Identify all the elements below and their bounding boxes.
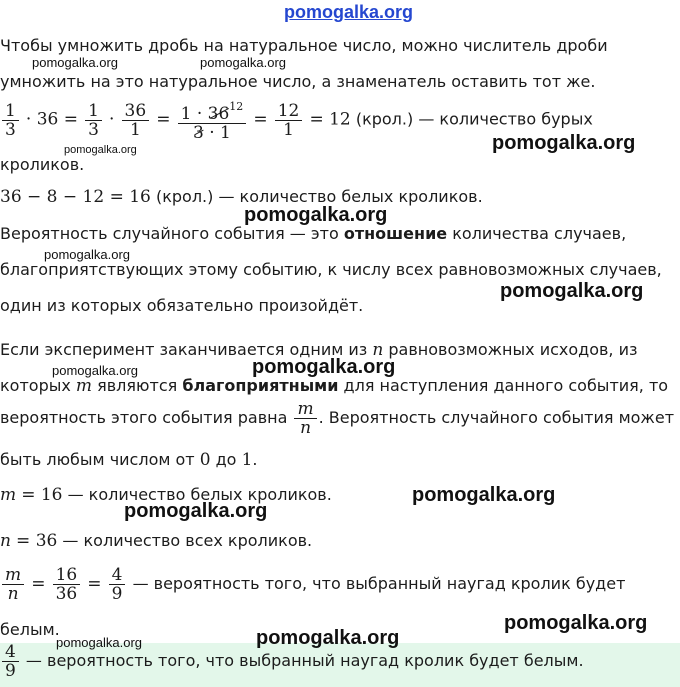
experiment-line-1: Если эксперимент заканчивается одним из n равновозможных исходов, из (0, 340, 638, 360)
answer-fraction: $\frac{4}{9}$ (2, 643, 19, 680)
white-calc-line: 36 − 8 − 12 = 16 (крол.) — количество белых кроликов. (0, 187, 483, 207)
watermark: pomogalka.org (52, 363, 138, 378)
watermark: pomogalka.org (256, 627, 400, 649)
experiment-line-4: быть любым числом от 0 до 1. (0, 450, 258, 470)
fraction-1-3-b: $\frac{1}{3}$ (85, 102, 102, 139)
fraction-4-9: $\frac{4}{9}$ (109, 566, 126, 603)
fraction-36-1: $\frac{36}{1}$ (122, 102, 150, 139)
watermark: pomogalka.org (124, 500, 268, 522)
fraction-m-n-2: $\frac{m}{n}$ (2, 566, 24, 603)
probability-line: $\frac{m}{n}$ = $\frac{16}{36}$ = $\frac{4}{9}$ — вероятность того, что выбранный наугад кролик будет (0, 566, 625, 603)
watermark: pomogalka.org (44, 247, 130, 262)
fraction-1-3: $\frac{1}{3}$ (2, 102, 19, 139)
watermark: pomogalka.org (412, 484, 556, 506)
definition-line-3: один из которых обязательно произойдёт. (0, 296, 364, 315)
brown-calc-text: (крол.) — количество бурых (355, 109, 593, 129)
fraction-12-1: $\frac{12}{1}$ (275, 102, 303, 139)
watermark: pomogalka.org (244, 204, 388, 226)
watermark: pomogalka.org (500, 280, 644, 302)
brown-calc-cont: кроликов. (0, 155, 85, 174)
fraction-cancel: $\frac{1 \cdot 36^{12}}{3 \cdot 1}$ (178, 98, 247, 142)
watermark: pomogalka.org (32, 55, 118, 70)
experiment-line-2: которых m являются благоприятными для наступления данного события, то (0, 376, 669, 396)
watermark: pomogalka.org (64, 144, 137, 156)
probability-cont: белым. (0, 620, 60, 639)
answer-line: $\frac{4}{9}$ — вероятность того, что выбранный наугад кролик будет белым. (0, 643, 584, 680)
watermark: pomogalka.org (56, 635, 142, 650)
watermark: pomogalka.org (504, 612, 648, 634)
fraction-m-n: $\frac{m}{n}$ (294, 400, 316, 437)
watermark: pomogalka.org (200, 55, 286, 70)
fraction-16-36: $\frac{16}{36}$ (53, 566, 81, 603)
rule-line-1: Чтобы умножить дробь на натуральное число, можно числитель дроби (0, 36, 608, 55)
definition-line-2: благоприятствующих этому событию, к числу всех равновозможных случаев, (0, 260, 662, 279)
watermark: pomogalka.org (252, 356, 396, 378)
m-line: m = 16 — количество белых кроликов. (0, 485, 332, 505)
definition-line-1: Вероятность случайного события — это отношение количества случаев, (0, 224, 627, 243)
site-link[interactable]: pomogalka.org (284, 2, 414, 22)
n-line: n = 36 — количество всех кроликов. (0, 531, 313, 551)
brown-calc-line: $\frac{1}{3}$ · 36 = $\frac{1}{3}$ · $\frac{36}{1}$ = $\frac{1 \cdot 36^{12}}{3 \cdot 1}$ = $\frac{12}{1}$ = 12 (крол.) — количество бурых (0, 98, 593, 142)
watermark: pomogalka.org (492, 132, 636, 154)
rule-line-2: умножить на это натуральное число, а знаменатель оставить тот же. (0, 72, 596, 91)
experiment-line-3: вероятность этого события равна $\frac{m}{n}$ . Вероятность случайного события может (0, 399, 675, 438)
